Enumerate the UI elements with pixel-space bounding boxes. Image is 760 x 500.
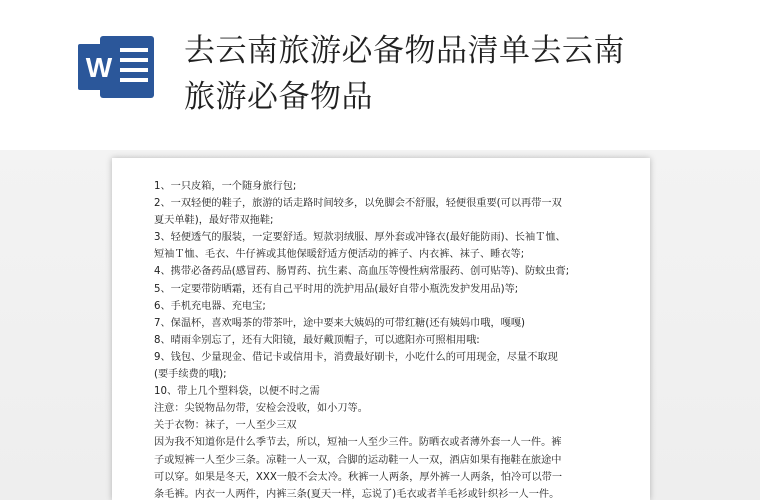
document-page — [112, 158, 650, 500]
document-line: 2、一双轻便的鞋子，旅游的话走路时间较多，以免脚会不舒服，轻便很重要(可以再带一双 — [154, 198, 562, 210]
document-line: 因为我不知道你是什么季节去，所以，短袖一人至少三件。防晒衣或者薄外套一人一件。裤 — [154, 437, 562, 449]
document-line: 夏天单鞋)，最好带双拖鞋; — [154, 215, 274, 227]
document-line: 1、一只皮箱，一个随身旅行包; — [154, 181, 297, 192]
document-line: 短袖Ｔ恤、毛衣、牛仔裤或其他保暖舒适方便活动的裤子、内衣裤、袜子、睡衣等; — [154, 249, 525, 261]
word-document-icon — [76, 30, 158, 104]
document-line: 子或短裤一人至少三条。凉鞋一人一双，合脚的运动鞋一人一双，酒店如果有拖鞋在旅途中 — [154, 454, 562, 466]
document-line: 关于衣物：袜子，一人至少三双 — [154, 420, 297, 432]
document-line: 10、带上几个塑料袋，以便不时之需 — [154, 386, 320, 398]
document-line: 条毛裤。内衣一人两件，内裤三条(夏天一样，忘说了)毛衣或者羊毛衫或针织衫一人一件。 — [154, 488, 560, 500]
document-line: 3、轻便透气的服装，一定要舒适。短款羽绒服、厚外套或冲锋衣(最好能防雨)、长袖Ｔ恤、 — [154, 232, 566, 244]
document-line: 7、保温杯，喜欢喝茶的带茶叶，途中要来大姨妈的可带红糖(还有姨妈巾哦，嘎嘎) — [154, 317, 525, 329]
word-icon-letter: W — [85, 52, 113, 83]
document-line: 6、手机充电器、充电宝; — [154, 300, 266, 312]
title-line-1: 去云南旅游必备物品清单去云南 — [184, 33, 625, 69]
document-line: 9、钱包、少量现金、借记卡或信用卡，消费最好刷卡，小吃什么的可用现金，尽量不取现 — [154, 351, 558, 363]
header — [0, 0, 760, 150]
title-line-2: 旅游必备物品 — [184, 79, 373, 115]
document-line: 注意：尖锐物品勿带，安检会没收，如小刀等。 — [154, 403, 368, 415]
document-line: 可以穿。如果是冬天，XXX一般不会太冷。秋裤一人两条，厚外裤一人两条，怕冷可以带一 — [154, 471, 563, 483]
document-line: 8、晴雨伞别忘了，还有大阳镜，最好戴顶帽子，可以遮阳亦可照相用哦: — [154, 334, 480, 346]
document-line: (要手续费的哦); — [154, 369, 227, 381]
document-body — [154, 178, 612, 500]
document-line: 5、一定要带防晒霜，还有自己平时用的洗护用品(最好自带小瓶洗发护发用品)等; — [154, 283, 519, 295]
page-title — [184, 28, 724, 120]
document-line: 4、携带必备药品(感冒药、肠胃药、抗生素、高血压等慢性病常服药、创可贴等)、防蚊虫膏; — [154, 266, 570, 278]
